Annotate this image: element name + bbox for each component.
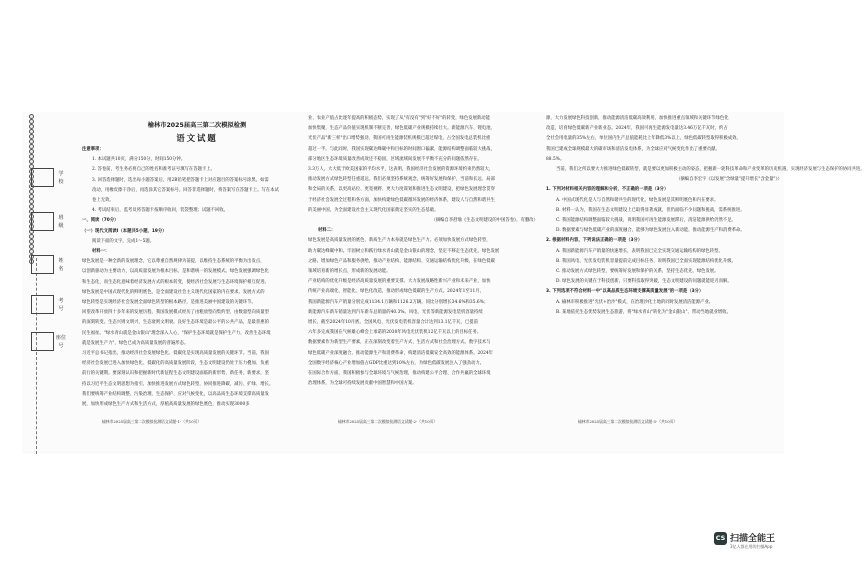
subject-title: 语文试题 bbox=[176, 133, 218, 143]
seat-number-field-box[interactable] bbox=[31, 332, 54, 351]
passage-line: 前行的关键期。要深刻认识和把握新时代新征程生态文明建设面临的新形势、新任务、新要求，坚 bbox=[82, 371, 269, 377]
notes-item: 4. 考试结束后，监考员将答题卡按顺序收回，装袋整理；试题不回收。 bbox=[92, 208, 229, 214]
passage-line: 超过一半。与此同时，我国实现碳达峰碳中和目标的时间窗口偏紧，能源结构调整面临较大挑战， bbox=[308, 146, 495, 152]
answer-option: B. 材料一认为，我国在生态文明建设上已取得显著成就，但仍面临不少问题和挑战，需系统推进。 bbox=[556, 207, 745, 213]
passage-line: 我们要统筹产业结构调整、污染治理、生态保护、应对气候变化，以高品质生态环境支撑高质量发 bbox=[82, 391, 269, 397]
exam-number-field-label: 考 号 bbox=[58, 298, 64, 312]
passage-line: 就是发展生产力"，绿色已成为高质量发展的普遍形态。 bbox=[82, 340, 189, 346]
camscanner-tagline: 3亿人都在用的扫描App bbox=[730, 544, 773, 549]
page-column-2 bbox=[308, 114, 538, 389]
camscanner-name: 扫描全能王 bbox=[730, 534, 776, 544]
passage-line: 和全局的关系，以更高站位、更宽视野、更大力度谋划和推进生态文明建设，把绿色发展理念贯穿 bbox=[308, 187, 495, 193]
passage-line: 传统产业高端化、智能化、绿色化改造，推动形成绿色低碳的生产方式。2024年1至11月， bbox=[308, 289, 484, 295]
answer-option: D. 数据要素与绿色低碳产业的深度融合，能够为绿色发展注入新动能，推动能源生产和消费革命。 bbox=[556, 228, 745, 234]
school-field-box[interactable] bbox=[31, 168, 54, 187]
passage-line: 我国已建成全球规模最大的碳市场和清洁发电体系，为全球应对气候变化作出了重要贡献。 bbox=[546, 146, 720, 152]
answer-option: A. 中国式现代化是人与自然和谐共生的现代化，绿色发展是其鲜明底色和内在要求。 bbox=[556, 197, 719, 203]
passage-line: 全国数字经济核心产业增加值占GDP比重达到10%左右，为绿色低碳发展注入了强劲动力。 bbox=[308, 360, 485, 366]
notes-item: 改动，用橡皮擦干净后，再选涂其它答案标号。回答非选择题时，将答案写在答题卡上。写在本试 bbox=[92, 187, 279, 193]
passage-line: 绿色低碳产业深度融合，推动能源生产和消费革命，构建清洁低碳安全高效的能源体系。2024年 bbox=[308, 350, 494, 356]
passage-line: 之路。增加绿色产品和服务供给，推动产业结构、能源结构、交通运输结构优化升级，在绿色低碳 bbox=[308, 258, 495, 264]
question-2: 2. 根据材料内容，下列说法正确的一项是（3分） bbox=[546, 238, 643, 244]
source-citation: （摘编自李舒瑜《生态文明建设的中国答卷》，有删改） bbox=[431, 218, 538, 224]
subsection-heading: （一）现代文阅读Ⅰ（本题共5小题，19分） bbox=[82, 228, 167, 234]
page-column-3 bbox=[546, 114, 865, 318]
class-field-label: 班 级 bbox=[58, 215, 64, 229]
notes-item: 2. 答卷前，考生务必将自己的姓名和准考证号填写在答题卡上。 bbox=[92, 167, 215, 173]
passage-line: 六年多完成我国在气候雄心峰会上承诺的2030年风电光伏装机12亿千瓦以上的目标任务。 bbox=[308, 330, 482, 336]
answer-option: D. 绿色发展的关键在于科技创新，只要科技取得突破，生态文明建设的问题就能迎刃而解。 bbox=[556, 279, 732, 285]
school-title: 榆林市2025届高三第二次模拟检测 bbox=[147, 122, 247, 129]
exam-paper-scan bbox=[22, 112, 865, 454]
camscanner-watermark bbox=[714, 530, 794, 556]
notes-item: 3. 回答选择题时，选出每小题答案后，用2B铅笔把答题卡上对应题目的答案标号涂黑。如需 bbox=[92, 177, 269, 183]
material-label: 材料一： bbox=[92, 249, 110, 255]
seal-line bbox=[36, 258, 40, 454]
passage-line: 增长，截至2024年10月底，全国风电、光伏发电装机容量合计达到13.1亿千瓦，已提前 bbox=[308, 320, 478, 326]
notes-list bbox=[82, 155, 312, 216]
passage-line: 持以习近平生态文明思想为指引，加快推进发展方式绿色转型，协同推进降碳、减污、扩绿、增长。 bbox=[82, 381, 274, 387]
notes-item: 卷上无效。 bbox=[92, 198, 114, 204]
class-field-box[interactable] bbox=[31, 212, 54, 231]
name-field-box[interactable] bbox=[31, 255, 54, 274]
answer-option: C. 我国能源结构调整面临较大挑战，说明我国可再生能源发展滞后，清洁能源供给仍然不足。 bbox=[556, 218, 736, 224]
binding-holes bbox=[28, 112, 36, 454]
source-citation: （摘编自李宏宇《以发展"含绿量"提升增长"含金量"》） bbox=[676, 177, 782, 183]
passage-paragraph: 当前，我们之所以要大力推进绿色低碳转型，就是要以更加积极主动的姿态，把握新一轮科技革命和产业变革的历史机遇，实现经济发展与生态保护的协同共进。 bbox=[556, 167, 865, 173]
passage-line: 民生福祉。"绿水青山就是金山银山"理念深入人心，"保护生态环境就是保护生产力，改善生态环境 bbox=[82, 330, 271, 336]
camscanner-logo-icon: CS bbox=[714, 532, 727, 545]
question-2-options bbox=[546, 247, 782, 288]
passage-text bbox=[82, 257, 312, 410]
passage-line: 加快集聚，生态产品价值实现机制不断完善，绿色低碳产业规模持续壮大。新能源汽车、锂电池、 bbox=[308, 126, 495, 132]
passage-line: 源，大力发展绿色科技创新，推动能源清洁低碳高效利用，加快推进重点领域和关键环节绿色化 bbox=[546, 116, 729, 121]
passage-line: 领域培育新的增长点，形成新的发展动能。 bbox=[308, 269, 391, 275]
passage-line: 的美丽中国，为全面建设社会主义现代化国家奠定坚实的生态基础。 bbox=[308, 207, 439, 213]
passage-text bbox=[308, 114, 538, 216]
passage-line: 治理体系，为全球可持续发展贡献中国智慧和中国方案。 bbox=[308, 381, 417, 387]
passage-line: 绿色发展是一种全新的发展理念，它以尊重自然规律为前提，以维持生态系统的平衡为出发点， bbox=[82, 259, 265, 265]
passage-line: 新能源汽车新车销量达到汽车新车总销量的40.3%。风电、光伏等新能源发电装机容量持续 bbox=[308, 309, 483, 315]
passage-line: 光伏产品"新三样"出口增势强劲，我国可再生能源装机规模已超过煤电，占全国发电总装机比重 bbox=[308, 136, 491, 142]
page-footer-3: 榆林市2025届高三第二次模拟检测语文试题-3-（共10页） bbox=[578, 419, 678, 424]
passage-line: 88.5%。 bbox=[546, 156, 565, 162]
passage-line: 绿色发展是中国式现代化的鲜明底色，是全面建设社会主义现代化国家的内在要求。发展方式的 bbox=[82, 289, 265, 295]
passage-text bbox=[546, 114, 782, 165]
passage-line: 3.3万人，大大低于欧美国家的平均水平，这表明，我国经济社会发展的资源环境约束仍然较大， bbox=[308, 167, 494, 173]
passage-line: 在国际合作方面，我国积极参与全球环境与气候治理，推动构建公平合理、合作共赢的全球环境 bbox=[308, 371, 491, 377]
question-1-options bbox=[546, 196, 782, 237]
passage-line: 全社会用电量的35%左右，单位国内生产总值能耗比上年降低3%以上，绿色低碳转型取得积极成效。 bbox=[546, 136, 741, 142]
passage-line: 业、农业产值占比逐年提高的积极态势，实现了从"有没有"到"好不好"的转变，绿色发展新动能 bbox=[308, 116, 490, 121]
answer-option: A. 榆林市积极推进"光伏+治沙"模式，在治理沙化土地的同时发展清洁能源产业。 bbox=[556, 299, 714, 305]
passage-line: 的深刻转变。生态兴则文明兴，生态衰则文明衰。良好生态环境是最公平的公共产品，是最普惠的 bbox=[82, 320, 269, 326]
answer-option: B. 我国风电、光伏发电装机容量提前完成目标任务，说明我国已全面实现能源结构优化升级。 bbox=[556, 258, 736, 264]
passage-line: 绿色发展是高质量发展的底色，新质生产力本身就是绿色生产力。必须加快发展方式绿色转型， bbox=[308, 238, 491, 244]
notes-heading: 注意事项： bbox=[82, 147, 104, 152]
passage-line: 产业结构的优化升级是经济高质量发展的重要支撑。大力发展战略性新兴产业和未来产业，加快 bbox=[308, 279, 491, 285]
answer-option: A. 我国新能源汽车产销量的快速增长，表明我国已完全实现交通运输结构的绿色转型。 bbox=[556, 248, 723, 254]
passage-line: 以创新驱动为主要动力，以高质量发展为根本目标，是和谐统一的发展模式。绿色发展强调绿色化 bbox=[82, 269, 269, 275]
passage-line: 经济社会发展已进入加快绿色化、低碳化的高质量发展阶段，生态文明建设仍处于压力叠加、负重 bbox=[82, 361, 269, 367]
seat-number-field-label: 座位号 bbox=[56, 335, 67, 349]
passage-line: 我国新能源汽车产销量分别完成1134.1万辆和1126.2万辆，同比分别增长34.6%和35.6%； bbox=[308, 299, 489, 305]
passage-line: 展，加快形成绿色生产方式和生活方式，厚植高质量发展的绿色底色，推动实现3000多 bbox=[82, 402, 250, 408]
passage-line: 助力碳达峰碳中和。牢固树立和践行绿水青山就是金山银山的理念，坚定不移走生态优先、绿色发展 bbox=[308, 248, 500, 254]
passage-line: 习近平总书记指出，推动经济社会发展绿色化、低碳化是实现高质量发展的关键环节。当前，我国 bbox=[82, 351, 269, 357]
question-3: 3. 下列选项不符合材料一中"以高品质生态环境支撑高质量发展"的一项是（3分） bbox=[546, 289, 704, 295]
passage-line: 于经济社会发展全过程和各方面，加快构建绿色低碳循环发展的经济体系，建设人与自然和谐共生 bbox=[308, 197, 495, 203]
answer-option: B. 某地依托生态优势发展生态旅游，将"绿水青山"转化为"金山银山"，带动当地就业增收。 bbox=[556, 309, 731, 315]
passage-line: 回望改革开放四十多年来的发展历程，我国发展模式经历了由粗放型向集约型、由数量型向质量型 bbox=[82, 310, 269, 316]
section-heading: 一、阅读（70分） bbox=[82, 218, 119, 224]
passage-line: 推动发展方式绿色转型任重道远。我们必须坚持系统观念，统筹好发展和保护、当前和长远、局部 bbox=[308, 177, 495, 183]
passage-text bbox=[308, 236, 538, 389]
notes-item: 1. 本试题共10页，满分150分，时间150分钟。 bbox=[92, 157, 186, 163]
question-1: 1. 下列对材料相关内容的理解和分析，不正确的一项是（3分） bbox=[546, 187, 669, 193]
instruction-text: 阅读下面的文字，完成1～5题。 bbox=[92, 238, 155, 244]
passage-line: 绿色转型是实现经济社会发展全面绿色转型的根本路径，是推进美丽中国建设的关键环节。 bbox=[82, 300, 256, 306]
passage-line: 和生态化，而生态化意味着经济发展方式的根本转变，使经济社会发展与生态环境保护相互促进。 bbox=[82, 279, 269, 285]
answer-option: C. 推动发展方式绿色转型，要统筹好发展和保护的关系，坚持生态优先、绿色发展。 bbox=[556, 269, 719, 275]
page-column-1 bbox=[82, 114, 312, 410]
passage-line: 改造，培育绿色低碳新产业新业态。2024年，我国可再生能源发电量达3.46万亿千瓦时，约占 bbox=[546, 126, 728, 132]
name-field-label: 姓 名 bbox=[58, 258, 64, 272]
material-label: 材料二： bbox=[318, 228, 336, 234]
school-field-label: 学 校 bbox=[58, 171, 64, 185]
passage-line: 数据要素作为新型生产要素，正在深刻改变着生产方式、生活方式和社会治理方式。数字技术与 bbox=[308, 340, 491, 346]
question-3-options bbox=[546, 298, 782, 318]
page-footer-2: 榆林市2025届高三第二次模拟检测语文试题-2-（共10页） bbox=[338, 419, 438, 424]
passage-line: 部分地区生态环境质量改善成效还不稳固，区域流域间发展不平衡不充分的问题依然存在。 bbox=[308, 156, 482, 162]
page-footer-1: 榆林市2025届高三第二次模拟检测语文试题-1-（共10页） bbox=[102, 419, 202, 424]
exam-number-field-box[interactable] bbox=[31, 295, 54, 314]
